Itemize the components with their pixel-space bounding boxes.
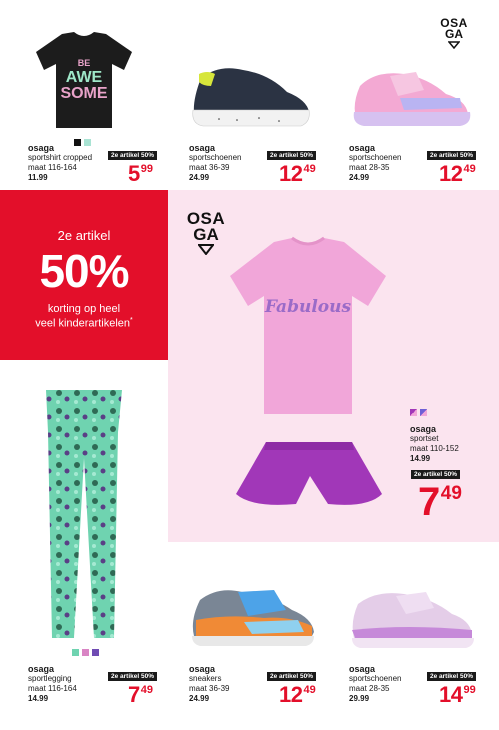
price-int: 12 bbox=[279, 161, 303, 186]
product-card-pink-shoe[interactable] bbox=[349, 143, 481, 187]
price-int: 12 bbox=[279, 682, 303, 707]
promo-line3-wrap bbox=[0, 317, 168, 330]
product-card-navy-shoe[interactable] bbox=[189, 143, 321, 187]
product-brand: osaga bbox=[28, 664, 55, 674]
product-was-price: 24.99 bbox=[189, 173, 210, 182]
product-was-price: 24.99 bbox=[349, 173, 370, 182]
discount-badge: 2e artikel 50% bbox=[427, 151, 476, 160]
product-brand: osaga bbox=[349, 664, 376, 674]
price-dec: 99 bbox=[463, 684, 476, 696]
price-dec: 49 bbox=[440, 483, 462, 504]
price-dec: 49 bbox=[303, 163, 316, 175]
product-size: maat 116-164 bbox=[28, 163, 77, 172]
product-size: maat 36-39 bbox=[189, 163, 230, 172]
price-dec: 49 bbox=[140, 684, 153, 696]
product-size: maat 36-39 bbox=[189, 684, 230, 693]
product-desc: sportschoenen bbox=[349, 153, 402, 162]
logo-triangle-icon bbox=[448, 41, 460, 49]
product-card-shirt[interactable] bbox=[28, 143, 168, 187]
product-card-sportset[interactable] bbox=[410, 424, 496, 524]
logo-line2: GA bbox=[445, 27, 463, 41]
product-price bbox=[279, 163, 316, 185]
osaga-logo-top bbox=[437, 18, 471, 49]
product-was-price: 24.99 bbox=[189, 694, 210, 703]
tee-print-text: Fabulous bbox=[264, 297, 352, 317]
discount-badge: 2e artikel 50% bbox=[108, 672, 157, 681]
price-int: 12 bbox=[439, 161, 463, 186]
discount-badge: 2e artikel 50% bbox=[411, 470, 460, 479]
product-was-price: 14.99 bbox=[28, 694, 49, 703]
promo-banner bbox=[0, 190, 168, 360]
color-swatch-violet[interactable] bbox=[420, 409, 427, 416]
product-brand: osaga bbox=[189, 664, 216, 674]
product-size: maat 28-35 bbox=[349, 163, 390, 172]
price-dec: 49 bbox=[303, 684, 316, 696]
product-desc: sportlegging bbox=[28, 674, 72, 683]
shirt-print-line3: SOME bbox=[60, 85, 108, 102]
price-int: 14 bbox=[439, 682, 463, 707]
promo-line3: veel kinderartikelen bbox=[35, 317, 131, 330]
legging-image bbox=[36, 388, 130, 644]
discount-badge: 2e artikel 50% bbox=[427, 672, 476, 681]
product-desc: sportschoenen bbox=[189, 153, 242, 162]
osaga-logo-panel bbox=[186, 211, 226, 255]
product-brand: osaga bbox=[189, 143, 216, 153]
price-dec: 49 bbox=[463, 163, 476, 175]
product-brand: osaga bbox=[28, 143, 55, 153]
promo-asterisk: * bbox=[130, 317, 133, 324]
logo-line1: OSA bbox=[440, 16, 468, 30]
price-int: 5 bbox=[128, 161, 140, 186]
product-price bbox=[128, 163, 153, 185]
product-price bbox=[439, 163, 476, 185]
product-size: maat 110-152 bbox=[410, 444, 459, 453]
product-brand: osaga bbox=[349, 143, 376, 153]
shirt-print-line1: BE bbox=[77, 58, 91, 68]
lilac-shoe-image bbox=[348, 588, 476, 650]
logo-line1: OSA bbox=[186, 209, 226, 228]
promo-percentage: 50% bbox=[39, 245, 129, 297]
product-desc: sportshirt cropped bbox=[28, 153, 93, 162]
navy-shoe-image bbox=[189, 64, 313, 128]
price-int: 7 bbox=[418, 480, 440, 524]
product-size: maat 116-164 bbox=[28, 684, 77, 693]
product-price bbox=[418, 482, 462, 522]
product-desc: sneakers bbox=[189, 674, 222, 683]
color-swatch-pink[interactable] bbox=[82, 649, 89, 656]
product-was-price: 14.99 bbox=[410, 454, 431, 463]
shirt-print-line2: AWE bbox=[65, 69, 103, 86]
sportset-image bbox=[228, 236, 390, 512]
product-desc: sportset bbox=[410, 434, 439, 443]
price-int: 7 bbox=[128, 682, 140, 707]
product-was-price: 29.99 bbox=[349, 694, 370, 703]
product-price bbox=[279, 684, 316, 706]
product-was-price: 11.99 bbox=[28, 173, 48, 182]
product-size: maat 28-35 bbox=[349, 684, 390, 693]
logo-line2: GA bbox=[193, 225, 219, 244]
sneaker-orange-image bbox=[188, 586, 318, 650]
color-swatch-purple[interactable] bbox=[410, 409, 417, 416]
product-card-sneakers[interactable] bbox=[189, 664, 321, 710]
product-brand: osaga bbox=[410, 424, 437, 434]
product-price bbox=[128, 684, 153, 706]
discount-badge: 2e artikel 50% bbox=[108, 151, 157, 160]
discount-badge: 2e artikel 50% bbox=[267, 672, 316, 681]
color-swatch-mint[interactable] bbox=[72, 649, 79, 656]
product-card-legging[interactable] bbox=[28, 664, 168, 710]
price-dec: 99 bbox=[140, 163, 153, 175]
product-card-lilac-shoe[interactable] bbox=[349, 664, 481, 710]
pink-shoe-top-image bbox=[350, 68, 472, 130]
product-price bbox=[439, 684, 476, 706]
cropped-shirt-image bbox=[32, 30, 136, 132]
logo-triangle-icon bbox=[198, 244, 214, 255]
promo-line1: 2e artikel bbox=[57, 228, 111, 243]
product-desc: sportschoenen bbox=[349, 674, 402, 683]
promo-line2: korting op heel bbox=[47, 303, 121, 315]
discount-badge: 2e artikel 50% bbox=[267, 151, 316, 160]
color-swatch-purple[interactable] bbox=[92, 649, 99, 656]
